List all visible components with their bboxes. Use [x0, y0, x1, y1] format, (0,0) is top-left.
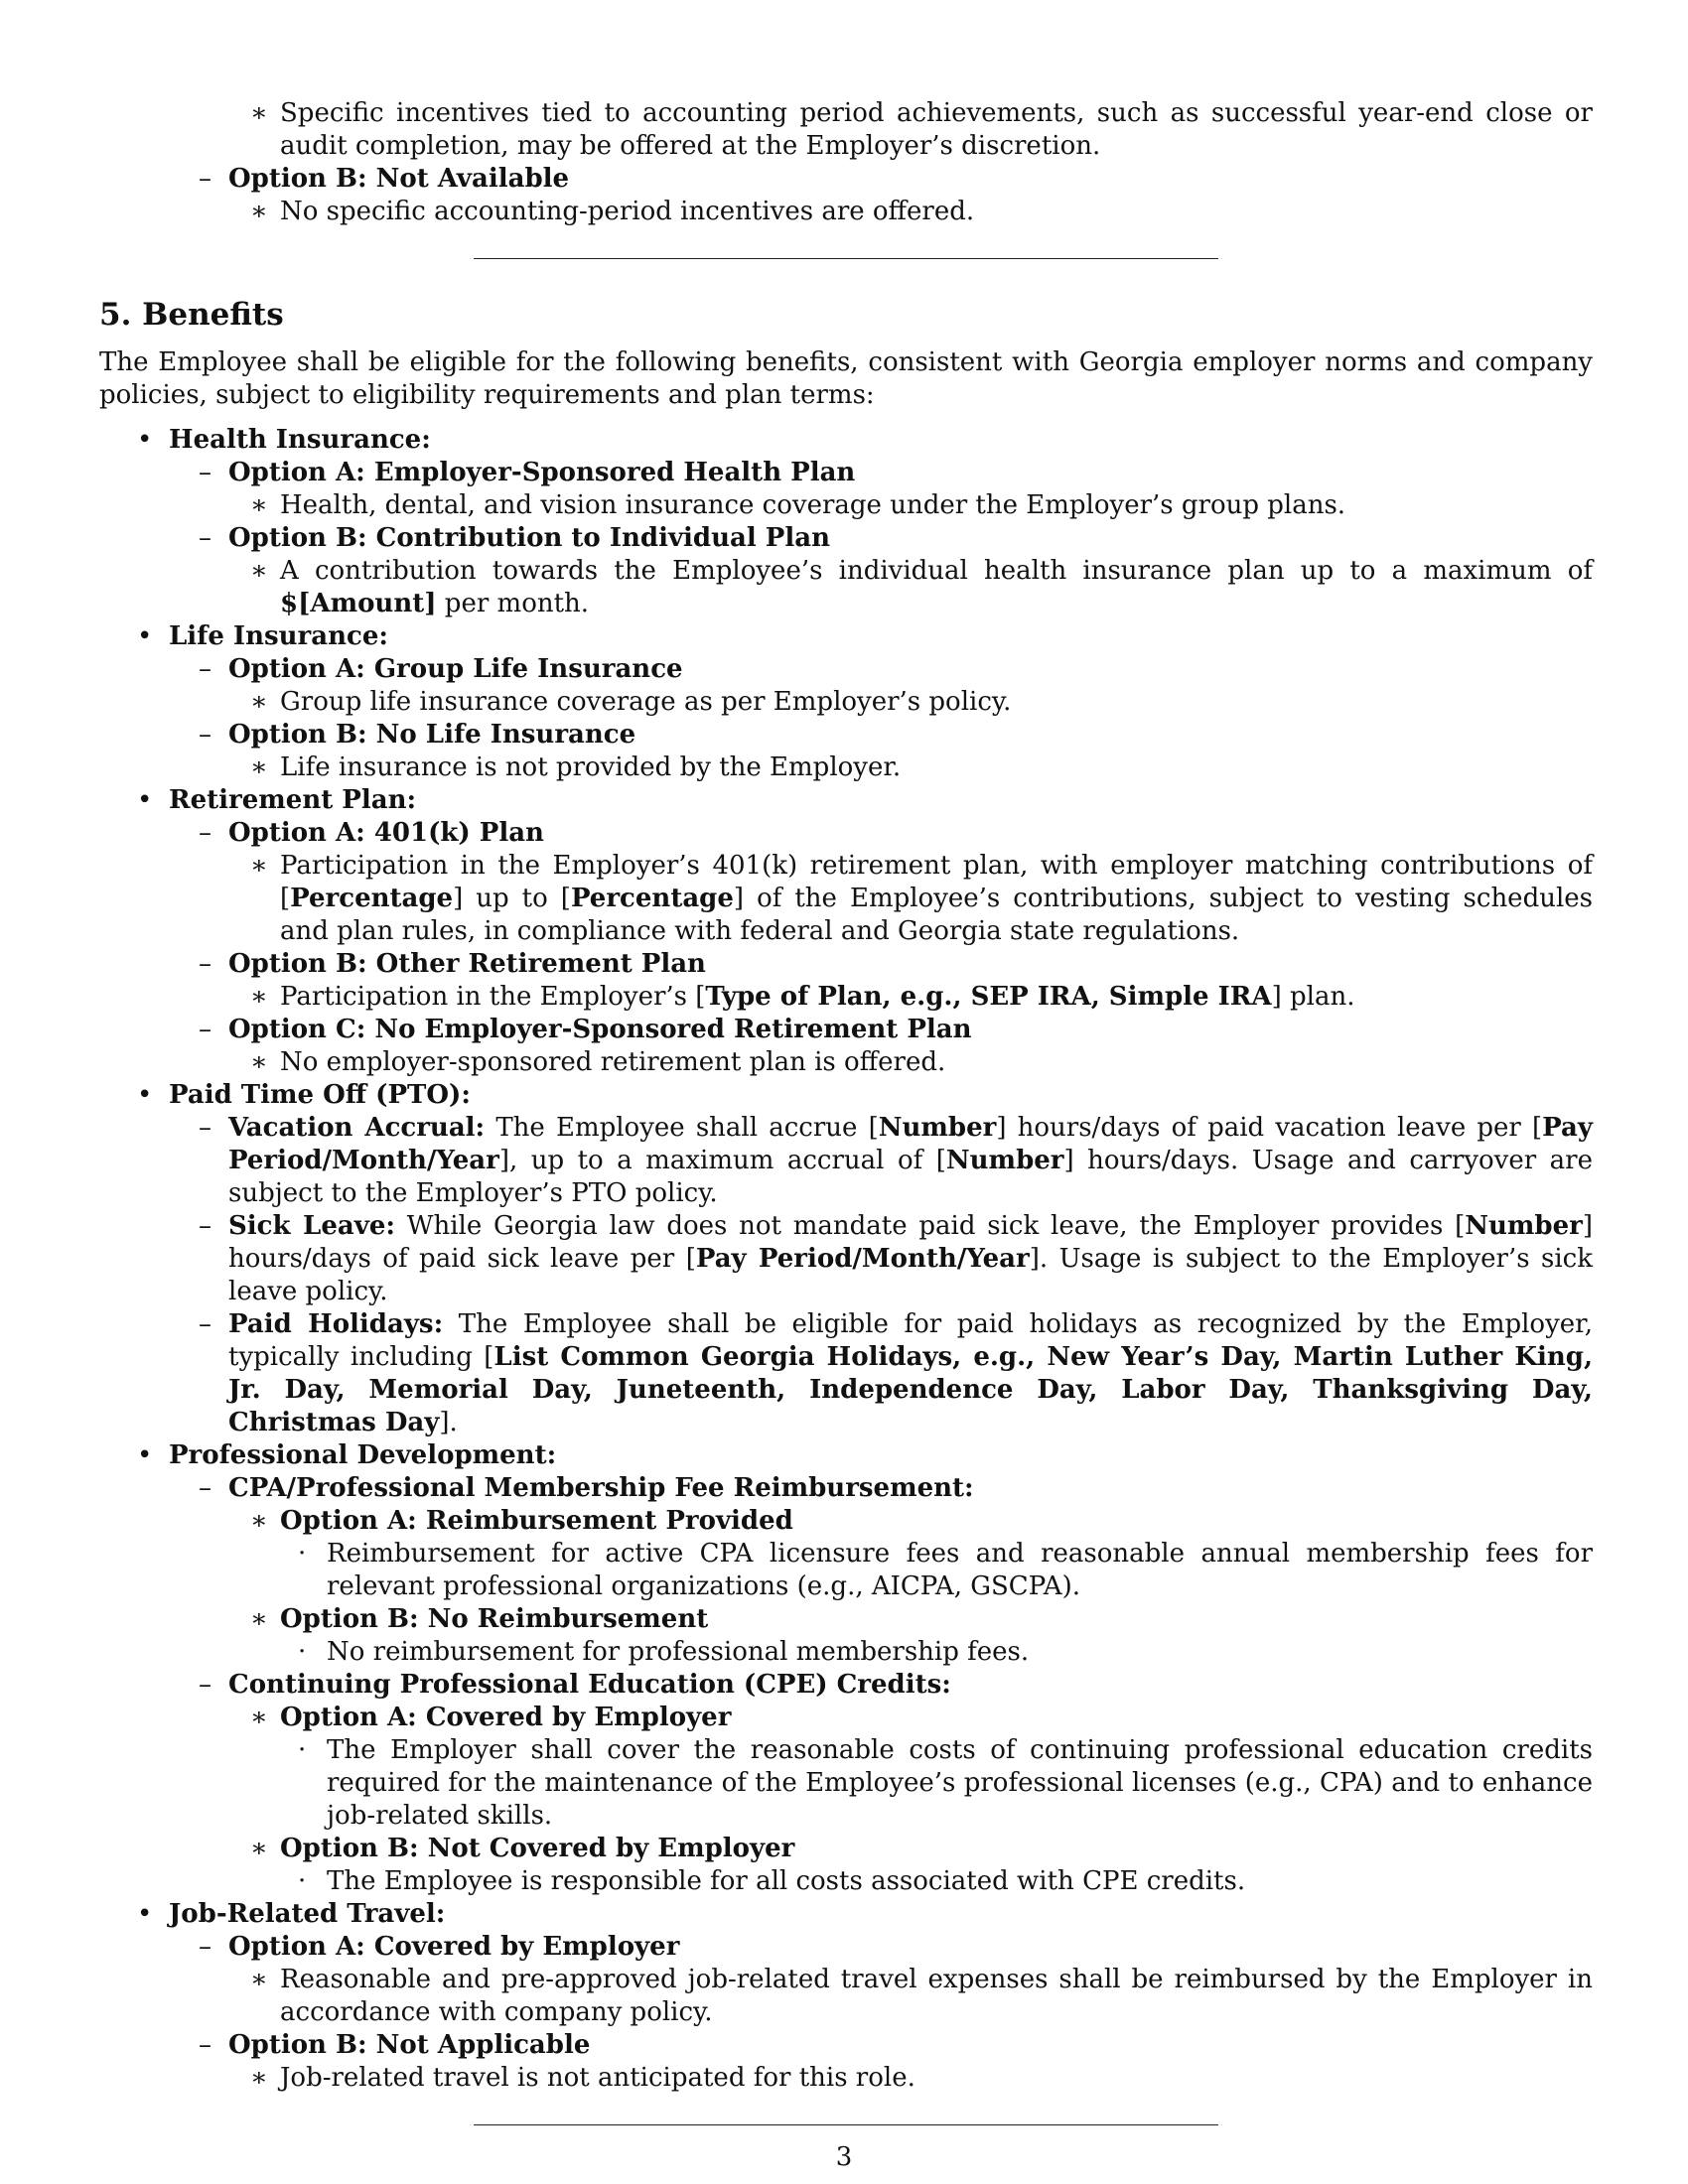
list-item	[99, 653, 1593, 686]
dash-marker: –	[199, 720, 211, 750]
text-run: ], up to a maximum accrual of [	[498, 1146, 946, 1175]
benefit-label: Job-Related Travel:	[169, 1899, 446, 1929]
list-item	[99, 1603, 1593, 1636]
option-label: Option A: Covered by Employer	[280, 1703, 732, 1732]
period-placeholder: Pay Period/Month/Year	[695, 1244, 1030, 1274]
dash-marker: –	[199, 458, 211, 487]
benefit-item-professional-development	[99, 1439, 1593, 1472]
list-item	[99, 522, 1593, 555]
benefit-label: Health Insurance:	[169, 425, 431, 455]
number-placeholder: Number	[1465, 1211, 1583, 1241]
list-item	[99, 1210, 1593, 1308]
dash-marker: –	[199, 654, 211, 684]
list-item	[99, 1538, 1593, 1603]
option-label: Option B: Not Covered by Employer	[280, 1834, 795, 1863]
star-marker: ∗	[250, 851, 268, 881]
list-item	[99, 1636, 1593, 1669]
option-description: No specific accounting-period incentives are offered.	[280, 197, 975, 226]
percentage-placeholder: Percentage	[290, 884, 454, 913]
star-marker: ∗	[250, 752, 268, 782]
document-page	[99, 97, 1593, 2161]
option-label: Option B: Other Retirement Plan	[228, 949, 706, 979]
benefit-item-life	[99, 620, 1593, 653]
list-item	[99, 1669, 1593, 1702]
list-item	[99, 1702, 1593, 1734]
dash-marker: –	[199, 523, 211, 553]
option-description: Reasonable and pre-approved job-related travel expenses shall be reimbursed by the Employer in accordance with company policy.	[280, 1965, 1593, 2027]
amount-placeholder: $[Amount]	[280, 589, 437, 618]
option-label: Option B: Contribution to Individual Plan	[228, 523, 830, 553]
star-marker: ∗	[250, 1965, 268, 1994]
dash-marker: –	[199, 1113, 211, 1143]
star-marker: ∗	[250, 556, 268, 586]
text-run: The Employee shall accrue [	[485, 1113, 879, 1143]
star-marker: ∗	[250, 2063, 268, 2093]
text-run: ] plan.	[1271, 982, 1355, 1012]
option-label: Option B: No Reimbursement	[280, 1604, 709, 1634]
list-item	[99, 1865, 1593, 1898]
option-description	[280, 556, 1593, 618]
benefit-item-health	[99, 424, 1593, 457]
holiday-list-placeholder: List Common Georgia Holidays, e.g., New Year’s Day, Martin Luther King, Jr. Day, Memorial Day, Juneteenth, Independence Day, Labor Day, Thanksgiving Day, Christmas Day	[228, 1342, 1593, 1437]
page-number: 3	[835, 2142, 853, 2172]
option-label: Option A: Covered by Employer	[228, 1932, 680, 1962]
dot-marker: ·	[298, 1539, 307, 1569]
option-label: Option A: Group Life Insurance	[228, 654, 683, 684]
dash-marker: –	[199, 1015, 211, 1044]
section-heading: 5. Benefits	[99, 297, 284, 333]
text-run: per month.	[436, 589, 590, 618]
option-description	[280, 982, 1354, 1012]
benefit-label: Professional Development:	[169, 1440, 557, 1470]
list-item	[99, 850, 1593, 948]
dash-marker: –	[199, 164, 211, 194]
list-item	[99, 196, 1593, 228]
option-label: Option A: 401(k) Plan	[228, 818, 544, 848]
list-item	[99, 1964, 1593, 2029]
list-item	[99, 948, 1593, 981]
list-item	[99, 457, 1593, 489]
star-marker: ∗	[250, 1506, 268, 1536]
benefit-item-pto	[99, 1079, 1593, 1112]
star-marker: ∗	[250, 687, 268, 717]
option-label: Option C: No Employer-Sponsored Retirement Plan	[228, 1015, 972, 1044]
text-run: ] up to [	[453, 884, 571, 913]
list-item	[99, 2062, 1593, 2095]
bullet-marker: •	[137, 785, 153, 815]
list-item	[99, 1112, 1593, 1210]
sub-label: Vacation Accrual:	[228, 1113, 486, 1143]
text-run: ].	[439, 1408, 458, 1437]
dash-marker: –	[199, 1309, 211, 1339]
text-run: Participation in the Employer’s 401(k) retirement plan, with employer matching contributions of [	[280, 851, 1593, 913]
sub-label: Continuing Professional Education (CPE) Credits:	[228, 1670, 951, 1700]
percentage-placeholder: Percentage	[570, 884, 734, 913]
list-item	[99, 555, 1593, 620]
benefit-item-retirement	[99, 784, 1593, 817]
option-description: Group life insurance coverage as per Employer’s policy.	[280, 687, 1012, 717]
option-description	[280, 851, 1593, 946]
number-placeholder: Number	[945, 1146, 1064, 1175]
list-item	[99, 1931, 1593, 1964]
section-divider	[474, 258, 1218, 259]
sub-label: Sick Leave:	[228, 1211, 395, 1241]
option-description: Job-related travel is not anticipated for this role.	[280, 2063, 915, 2093]
star-marker: ∗	[250, 1703, 268, 1732]
text-run: ] hours/days of paid vacation leave per [	[996, 1113, 1543, 1143]
bullet-marker: •	[137, 1440, 153, 1470]
dot-marker: ·	[298, 1735, 307, 1765]
star-marker: ∗	[250, 98, 268, 128]
text-run: ] hours/days. Usage and carryover are subject to the Employer’s PTO policy.	[228, 1146, 1593, 1208]
option-description: No employer-sponsored retirement plan is offered.	[280, 1047, 946, 1077]
dot-marker: ·	[298, 1637, 307, 1667]
bullet-marker: •	[137, 1080, 153, 1110]
text-run: ] of the Employee’s contributions, subject to vesting schedules and plan rules, in compliance with federal and Georgia state regulations.	[280, 884, 1594, 946]
list-item	[99, 1833, 1593, 1865]
list-item	[99, 719, 1593, 751]
section-divider	[474, 2124, 1218, 2125]
text-run: A contribution towards the Employee’s individual health insurance plan up to a maximum of	[280, 556, 1593, 586]
star-marker: ∗	[250, 1604, 268, 1634]
option-label: Option A: Reimbursement Provided	[280, 1506, 793, 1536]
number-placeholder: Number	[878, 1113, 997, 1143]
text-run: ] hours/days of paid sick leave per [	[228, 1211, 1593, 1274]
dash-marker: –	[199, 818, 211, 848]
benefit-item-travel	[99, 1898, 1593, 1931]
incentive-description: Specific incentives tied to accounting period achievements, such as successful year-end close or audit completion, may be offered at the Employer’s discretion.	[280, 98, 1593, 161]
star-marker: ∗	[250, 490, 268, 520]
option-description: No reimbursement for professional membership fees.	[327, 1637, 1030, 1667]
text-run: ]. Usage is subject to the Employer’s sick leave policy.	[228, 1244, 1593, 1306]
option-description: The Employer shall cover the reasonable costs of continuing professional education credits required for the maintenance of the Employee’s professional licenses (e.g., CPA) and to enhance job-related skills.	[327, 1735, 1593, 1831]
list-item	[99, 1734, 1593, 1833]
list-item	[99, 686, 1593, 719]
list-item	[99, 817, 1593, 850]
star-marker: ∗	[250, 1834, 268, 1863]
option-label: Option B: Not Available	[228, 164, 570, 194]
list-item	[99, 751, 1593, 784]
dash-marker: –	[199, 1670, 211, 1700]
list-item	[99, 1046, 1593, 1079]
option-description: Health, dental, and vision insurance coverage under the Employer’s group plans.	[280, 490, 1346, 520]
option-description: The Employee is responsible for all costs associated with CPE credits.	[327, 1866, 1246, 1896]
list-item	[99, 1308, 1593, 1439]
list-item	[99, 489, 1593, 522]
list-item	[99, 1505, 1593, 1538]
pto-vacation-text	[228, 1113, 1593, 1208]
option-label: Option B: Not Applicable	[228, 2030, 591, 2060]
benefit-label: Life Insurance:	[169, 621, 388, 651]
text-run: Participation in the Employer’s [	[280, 982, 706, 1012]
star-marker: ∗	[250, 982, 268, 1012]
plan-type-placeholder: Type of Plan, e.g., SEP IRA, Simple IRA	[705, 982, 1272, 1012]
list-item	[99, 1472, 1593, 1505]
star-marker: ∗	[250, 197, 268, 226]
option-description: Life insurance is not provided by the Employer.	[280, 752, 902, 782]
text-run: The Employee shall be eligible for paid holidays as recognized by the Employer, typically including [	[228, 1309, 1593, 1372]
option-description: Reimbursement for active CPA licensure fees and reasonable annual membership fees for relevant professional organizations (e.g., AICPA, GSCPA).	[327, 1539, 1593, 1601]
list-item	[99, 1014, 1593, 1046]
benefit-label: Retirement Plan:	[169, 785, 417, 815]
bullet-marker: •	[137, 425, 153, 455]
list-item	[99, 2029, 1593, 2062]
bullet-marker: •	[137, 1899, 153, 1929]
list-item	[99, 163, 1593, 196]
list-item	[99, 97, 1593, 163]
pto-sick-text	[228, 1211, 1593, 1306]
period-placeholder: Pay Period/Month/Year	[228, 1113, 1593, 1175]
dash-marker: –	[199, 2030, 211, 2060]
dash-marker: –	[199, 949, 211, 979]
bullet-marker: •	[137, 621, 153, 651]
benefit-label: Paid Time Off (PTO):	[169, 1080, 471, 1110]
dash-marker: –	[199, 1211, 211, 1241]
sub-label: Paid Holidays:	[228, 1309, 444, 1339]
option-label: Option B: No Life Insurance	[228, 720, 636, 750]
dash-marker: –	[199, 1932, 211, 1962]
pto-holidays-text	[228, 1309, 1593, 1437]
star-marker: ∗	[250, 1047, 268, 1077]
sub-label: CPA/Professional Membership Fee Reimbursement:	[228, 1473, 974, 1503]
dot-marker: ·	[298, 1866, 307, 1896]
list-item	[99, 981, 1593, 1014]
section-intro: The Employee shall be eligible for the following benefits, consistent with Georgia employer norms and company policies, subject to eligibility requirements and plan terms:	[99, 347, 1593, 410]
text-run: While Georgia law does not mandate paid sick leave, the Employer provides [	[394, 1211, 1466, 1241]
option-label: Option A: Employer-Sponsored Health Plan	[228, 458, 856, 487]
dash-marker: –	[199, 1473, 211, 1503]
